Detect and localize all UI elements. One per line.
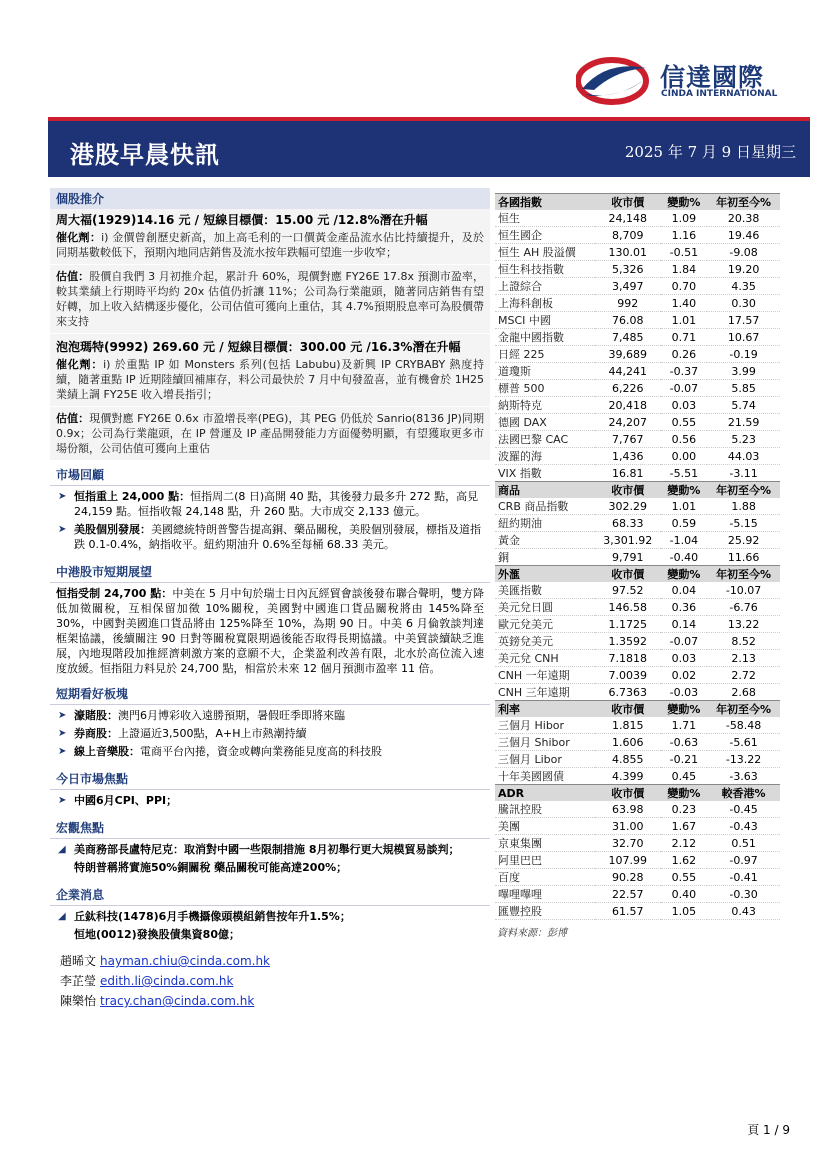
table-cell: 0.45	[661, 768, 708, 785]
table-header-cell: 年初至今%	[707, 482, 780, 499]
list-item: ◢ 美商務部長盧特尼克：取消對中國一些限制措施 8月初舉行更大規模貿易談判；	[56, 842, 484, 857]
table-cell: -3.63	[707, 768, 780, 785]
table-row	[495, 903, 780, 920]
table-row	[495, 363, 780, 380]
list-item: ➤ 恒指重上 24,000 點：恒指周二(8 日)高開 40 點，其後發力最多升 272 點，高見 24,159 點。恒指收報 24,148 點，升 260 點。大市成交 2,133 億元。	[56, 489, 484, 519]
table-cell: 20,418	[595, 397, 661, 414]
table-cell: 1.05	[661, 903, 708, 920]
outlook-title: 中港股市短期展望	[50, 561, 490, 583]
table-row	[495, 886, 780, 903]
macro-title: 宏觀焦點	[50, 817, 490, 839]
table-cell: -0.21	[661, 751, 708, 768]
table-row	[495, 397, 780, 414]
table-cell: 21.59	[707, 414, 780, 431]
table-cell: -58.48	[707, 717, 780, 734]
stock-picks-box	[50, 209, 490, 460]
table-row	[495, 768, 780, 785]
stock-picks-title: 個股推介	[50, 188, 490, 209]
table-cell: -5.51	[661, 465, 708, 482]
table-cell: 3,497	[595, 278, 661, 295]
report-banner	[48, 117, 810, 177]
table-row-label: VIX 指數	[495, 465, 595, 482]
table-cell: 4.399	[595, 768, 661, 785]
outlook-text: 恒指受制 24,700 點：中美在 5 月中旬於瑞士日內瓦經貿會談後發布聯合聲明，雙方降低加徵關稅，互相保留加徵 10%關稅，美國對中國進口貨品關稅將由 145%降至 30%，中國對美國進口貨品將由 125%降至 10%，為期 90 日。中美 6 月倫敦談判達框架協議，後續關注 90 日對等關稅寬限期過後能否取得長期協議。中美貿談續缺乏進展，內地現階段加推經濟刺激方案的意願不大，企業盈利改善有限，北水於高位流入速度放緩。恒指阻力料見於 24,700 點，相當於未來 12 個月預測市盈率 11 倍。	[56, 587, 484, 675]
table-cell: 20.38	[707, 210, 780, 227]
brand-name-cn: 信達國際	[660, 63, 765, 92]
table-cell: -0.07	[661, 380, 708, 397]
table-row	[495, 448, 780, 465]
table-cell: -5.61	[707, 734, 780, 751]
table-row-label: 標普 500	[495, 380, 595, 397]
stock-pick-headline: 周大福(1929)14.16 元 / 短線目標價：15.00 元 /12.8%潛在升幅	[56, 213, 428, 227]
table-cell: 1.815	[595, 717, 661, 734]
table-cell: 1.67	[661, 818, 708, 835]
table-cell: 1.1725	[595, 616, 661, 633]
table-cell: 1.09	[661, 210, 708, 227]
table-cell: 2.13	[707, 650, 780, 667]
table-header-cell: 商品	[495, 482, 595, 499]
table-cell: 0.55	[661, 414, 708, 431]
table-cell: 5.85	[707, 380, 780, 397]
table-cell: 25.92	[707, 532, 780, 549]
table-cell: 1.71	[661, 717, 708, 734]
table-row	[495, 329, 780, 346]
table-row	[495, 210, 780, 227]
table-cell: 10.67	[707, 329, 780, 346]
table-cell: 32.70	[595, 835, 661, 852]
report-date: 2025 年 7 月 9 日星期三	[624, 143, 796, 161]
table-cell: 16.81	[595, 465, 661, 482]
table-cell: 90.28	[595, 869, 661, 886]
table-cell: 0.00	[661, 448, 708, 465]
table-cell: -3.11	[707, 465, 780, 482]
table-cell: 5.74	[707, 397, 780, 414]
table-header-cell: 變動%	[661, 194, 708, 211]
brand-name-en: CINDA INTERNATIONAL	[661, 89, 778, 99]
table-row-label: 騰訊控股	[495, 801, 595, 818]
table-row-label: 黃金	[495, 532, 595, 549]
table-cell: 6,226	[595, 380, 661, 397]
table-cell: 68.33	[595, 515, 661, 532]
stock-pick-valuation: 估值：現價對應 FY26E 0.6x 市盈增長率(PEG)，其 PEG 仍低於 Sanrio(8136 JP)同期 0.9x；公司為行業龍頭，在 IP 營運及 IP 產品開發能力方面優勢明顯，有望獲取更多市場份額，公司估值可獲向上重估	[56, 412, 485, 455]
market-data-column	[495, 193, 780, 943]
table-row	[495, 380, 780, 397]
stock-pick-catalyst: 催化劑：i) 金價曾創歷史新高，加上高毛利的一口價黃金產品流水佔比持續提升，及於同期基數較低下，預期內地同店銷售及流水按年跌幅可望進一步收窄；	[56, 231, 485, 259]
corporate-section	[50, 884, 490, 947]
focus-section	[50, 768, 490, 813]
table-cell: 0.40	[661, 886, 708, 903]
stock-pick-headline: 泡泡瑪特(9992) 269.60 元 / 短線目標價：300.00 元 /16.3%潛在升幅	[56, 340, 461, 354]
table-header-cell: 年初至今%	[707, 566, 780, 583]
email-link[interactable]: edith.li@cinda.com.hk	[100, 974, 234, 988]
market-review-section	[50, 464, 490, 557]
list-item: ◢ 丘鈦科技(1478)6月手機攝像頭模組銷售按年升1.5%；	[56, 909, 484, 924]
left-column	[50, 188, 490, 1015]
table-row	[495, 684, 780, 701]
table-cell: 24,207	[595, 414, 661, 431]
report-title: 港股早晨快訊	[70, 141, 220, 169]
list-item: ➤ 中國6月CPI、PPI；	[56, 793, 484, 808]
sectors-section	[50, 683, 490, 764]
table-header-cell: 變動%	[661, 785, 708, 802]
table-row	[495, 582, 780, 599]
table-header-cell: 收市價	[595, 701, 661, 718]
table-row-label: 匯豐控股	[495, 903, 595, 920]
table-header-cell: ADR	[495, 785, 595, 802]
table-cell: 17.57	[707, 312, 780, 329]
table-cell: 0.36	[661, 599, 708, 616]
cinda-logo	[576, 56, 786, 106]
table-row-label: 美匯指數	[495, 582, 595, 599]
table-cell: 7,767	[595, 431, 661, 448]
table-row-label: CNH 一年遠期	[495, 667, 595, 684]
table-cell: 0.55	[661, 869, 708, 886]
contact-row: 李芷瑩 edith.li@cinda.com.hk	[60, 974, 234, 988]
table-row-label: 百度	[495, 869, 595, 886]
analyst-contacts	[50, 947, 490, 1015]
table-cell: 44,241	[595, 363, 661, 380]
table-header-cell: 年初至今%	[707, 701, 780, 718]
table-row-label: 金龍中國指數	[495, 329, 595, 346]
table-cell: 130.01	[595, 244, 661, 261]
list-item: 恒地(0012)發換股債集資80億；	[74, 928, 240, 941]
table-row-label: 美元兌 CNH	[495, 650, 595, 667]
table-cell: 0.51	[707, 835, 780, 852]
cinda-logo-emblem-icon	[576, 56, 650, 106]
table-cell: 97.52	[595, 582, 661, 599]
table-row	[495, 734, 780, 751]
table-header-row	[495, 701, 780, 718]
table-row-label: 三個月 Hibor	[495, 717, 595, 734]
table-cell: 0.30	[707, 295, 780, 312]
table-cell: 0.56	[661, 431, 708, 448]
market-review-title: 市場回顧	[50, 464, 490, 486]
table-header-cell: 收市價	[595, 566, 661, 583]
table-row	[495, 835, 780, 852]
table-cell: 0.23	[661, 801, 708, 818]
table-row-label: 三個月 Libor	[495, 751, 595, 768]
table-cell: 1.3592	[595, 633, 661, 650]
table-cell: 1.16	[661, 227, 708, 244]
table-row	[495, 431, 780, 448]
table-row-label: 京東集團	[495, 835, 595, 852]
market-data-table	[495, 193, 780, 920]
table-row	[495, 869, 780, 886]
table-cell: 19.46	[707, 227, 780, 244]
table-row	[495, 532, 780, 549]
table-header-cell: 收市價	[595, 482, 661, 499]
table-cell: -0.03	[661, 684, 708, 701]
table-cell: 2.72	[707, 667, 780, 684]
table-row	[495, 650, 780, 667]
list-item: ➤ 線上音樂股：電商平台內捲，資金或轉向業務能見度高的科技股	[56, 744, 484, 759]
contact-row: 趙晞文 hayman.chiu@cinda.com.hk	[60, 954, 271, 968]
table-cell: 7.1818	[595, 650, 661, 667]
email-link[interactable]: tracy.chan@cinda.com.hk	[100, 994, 255, 1008]
table-cell: 22.57	[595, 886, 661, 903]
table-header-row	[495, 785, 780, 802]
table-header-cell: 較香港%	[707, 785, 780, 802]
table-row-label: 銅	[495, 549, 595, 566]
table-row-label: 恒生國企	[495, 227, 595, 244]
focus-title: 今日市場焦點	[50, 768, 490, 790]
table-row	[495, 852, 780, 869]
table-row	[495, 312, 780, 329]
table-row-label: 德國 DAX	[495, 414, 595, 431]
table-cell: -9.08	[707, 244, 780, 261]
table-row-label: CNH 三年遠期	[495, 684, 595, 701]
table-cell: 31.00	[595, 818, 661, 835]
sectors-title: 短期看好板塊	[50, 683, 490, 705]
table-cell: 1.01	[661, 498, 708, 515]
table-row-label: MSCI 中國	[495, 312, 595, 329]
table-cell: 4.35	[707, 278, 780, 295]
table-row	[495, 818, 780, 835]
table-row	[495, 549, 780, 566]
table-row	[495, 751, 780, 768]
table-cell: 7.0039	[595, 667, 661, 684]
table-cell: -13.22	[707, 751, 780, 768]
table-cell: 0.04	[661, 582, 708, 599]
table-row-label: 英鎊兌美元	[495, 633, 595, 650]
outlook-section	[50, 561, 490, 679]
table-header-cell: 變動%	[661, 482, 708, 499]
table-cell: 1,436	[595, 448, 661, 465]
table-cell: 24,148	[595, 210, 661, 227]
table-row	[495, 261, 780, 278]
table-cell: 4.855	[595, 751, 661, 768]
table-cell: 1.40	[661, 295, 708, 312]
table-cell: 0.59	[661, 515, 708, 532]
page-number: 頁 1 / 9	[747, 1123, 790, 1137]
table-cell: 61.57	[595, 903, 661, 920]
table-cell: -0.45	[707, 801, 780, 818]
table-row	[495, 633, 780, 650]
table-header-cell: 外滙	[495, 566, 595, 583]
table-cell: 63.98	[595, 801, 661, 818]
table-cell: 1.606	[595, 734, 661, 751]
corporate-title: 企業消息	[50, 884, 490, 906]
table-cell: 146.58	[595, 599, 661, 616]
table-row	[495, 515, 780, 532]
table-cell: 2.12	[661, 835, 708, 852]
table-row	[495, 717, 780, 734]
table-row	[495, 227, 780, 244]
table-cell: 0.43	[707, 903, 780, 920]
table-header-cell: 利率	[495, 701, 595, 718]
table-cell: 19.20	[707, 261, 780, 278]
table-row-label: 紐約期油	[495, 515, 595, 532]
table-row	[495, 465, 780, 482]
email-link[interactable]: hayman.chiu@cinda.com.hk	[100, 954, 271, 968]
table-row-label: 恒生	[495, 210, 595, 227]
table-row	[495, 667, 780, 684]
table-cell: 0.70	[661, 278, 708, 295]
table-row-label: 十年美國國債	[495, 768, 595, 785]
table-cell: 44.03	[707, 448, 780, 465]
table-header-row	[495, 482, 780, 499]
list-item: 特朗普稱將實施50%銅關稅 藥品關稅可能高達200%；	[74, 861, 348, 874]
table-row-label: 恒生科技指數	[495, 261, 595, 278]
table-cell: 107.99	[595, 852, 661, 869]
table-cell: -0.07	[661, 633, 708, 650]
list-item: ➤ 美股個別發展：美國總統特朗普警告提高銅、藥品關稅，美股個別發展，標指及道指跌 0.1-0.4%，納指收平。紐約期油升 0.6%至每桶 68.33 美元。	[56, 522, 484, 552]
table-cell: 9,791	[595, 549, 661, 566]
table-row-label: 日經 225	[495, 346, 595, 363]
table-cell: -0.97	[707, 852, 780, 869]
table-cell: 0.02	[661, 667, 708, 684]
table-cell: 3.99	[707, 363, 780, 380]
table-cell: 5,326	[595, 261, 661, 278]
table-row-label: CRB 商品指數	[495, 498, 595, 515]
table-row-label: 上證綜合	[495, 278, 595, 295]
table-row-label: 美團	[495, 818, 595, 835]
table-cell: -1.04	[661, 532, 708, 549]
table-row	[495, 498, 780, 515]
table-row-label: 上海科創板	[495, 295, 595, 312]
table-row-label: 納斯特克	[495, 397, 595, 414]
stock-pick-valuation: 估值：股價自我們 3 月初推介起，累計升 60%，現價對應 FY26E 17.8x 預測市盈率，較其業績上行期時平均約 20x 估值仍折讓 11%；公司為行業龍頭，隨著同店銷售有望好轉，加上收入結構逐步優化，公司估值可獲向上重估，其 4.7%預期股息率可為股價帶來支持	[56, 270, 485, 328]
table-row	[495, 616, 780, 633]
table-cell: 39,689	[595, 346, 661, 363]
table-cell: 76.08	[595, 312, 661, 329]
contact-row: 陳樂怡 tracy.chan@cinda.com.hk	[60, 994, 255, 1008]
table-cell: 0.26	[661, 346, 708, 363]
table-row-label: 歐元兌美元	[495, 616, 595, 633]
table-header-cell: 變動%	[661, 701, 708, 718]
table-cell: 1.84	[661, 261, 708, 278]
table-cell: 7,485	[595, 329, 661, 346]
table-cell: -0.43	[707, 818, 780, 835]
table-cell: 11.66	[707, 549, 780, 566]
table-cell: 992	[595, 295, 661, 312]
table-row-label: 波羅的海	[495, 448, 595, 465]
table-header-cell: 變動%	[661, 566, 708, 583]
table-row	[495, 346, 780, 363]
table-cell: 8.52	[707, 633, 780, 650]
table-cell: -0.41	[707, 869, 780, 886]
table-row-label: 阿里巴巴	[495, 852, 595, 869]
table-cell: -0.51	[661, 244, 708, 261]
table-row	[495, 599, 780, 616]
table-cell: -0.37	[661, 363, 708, 380]
table-cell: 13.22	[707, 616, 780, 633]
table-row-label: 嗶哩嗶哩	[495, 886, 595, 903]
table-row	[495, 801, 780, 818]
table-row	[495, 295, 780, 312]
table-header-row	[495, 194, 780, 211]
table-cell: -0.30	[707, 886, 780, 903]
table-header-cell: 各國指數	[495, 194, 595, 211]
stock-pick-catalyst: 催化劑：i) 於重點 IP 如 Monsters 系列(包括 Labubu)及新興 IP CRYBABY 熱度持續，隨著重點 IP 近期陸續回補庫存，料公司最快於 7 月中旬發盈喜，並有機會於 1H25 業績上調 FY25E 收入增長指引；	[56, 358, 485, 401]
table-cell: 1.88	[707, 498, 780, 515]
table-cell: -0.19	[707, 346, 780, 363]
table-row	[495, 278, 780, 295]
table-cell: -0.40	[661, 549, 708, 566]
table-cell: 5.23	[707, 431, 780, 448]
table-cell: 302.29	[595, 498, 661, 515]
table-cell: 3,301.92	[595, 532, 661, 549]
table-cell: 0.14	[661, 616, 708, 633]
macro-section	[50, 817, 490, 880]
table-cell: 1.01	[661, 312, 708, 329]
table-header-row	[495, 566, 780, 583]
table-cell: -0.63	[661, 734, 708, 751]
table-cell: 0.71	[661, 329, 708, 346]
table-cell: -10.07	[707, 582, 780, 599]
table-row-label: 恒生 AH 股溢價	[495, 244, 595, 261]
table-cell: 8,709	[595, 227, 661, 244]
table-header-cell: 年初至今%	[707, 194, 780, 211]
table-row	[495, 414, 780, 431]
table-cell: 0.03	[661, 397, 708, 414]
table-cell: -6.76	[707, 599, 780, 616]
table-cell: 2.68	[707, 684, 780, 701]
list-item: ➤ 濠賭股：澳門6月博彩收入遠勝預期，暑假旺季即將來臨	[56, 708, 484, 723]
table-header-cell: 收市價	[595, 785, 661, 802]
table-cell: 0.03	[661, 650, 708, 667]
table-row-label: 三個月 Shibor	[495, 734, 595, 751]
table-row	[495, 244, 780, 261]
table-row-label: 法國巴黎 CAC	[495, 431, 595, 448]
table-header-cell: 收市價	[595, 194, 661, 211]
table-row-label: 美元兌日圓	[495, 599, 595, 616]
table-cell: 1.62	[661, 852, 708, 869]
list-item: ➤ 券商股：上證逼近3,500點，A+H上市熱潮持續	[56, 726, 484, 741]
table-cell: 6.7363	[595, 684, 661, 701]
table-cell: -5.15	[707, 515, 780, 532]
table-row-label: 道瓊斯	[495, 363, 595, 380]
data-source: 資料來源：彭博	[497, 928, 567, 939]
